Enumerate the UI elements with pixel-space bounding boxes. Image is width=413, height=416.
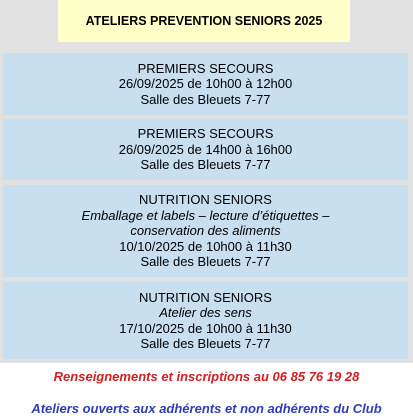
contact-info: Renseignements et inscriptions au 06 85 76 19 28 [53,369,360,384]
workshop-place: Salle des Bleuets 7-77 [140,254,271,270]
workshop-card-3 [3,185,408,277]
workshop-name: PREMIERS SECOURS [137,126,274,142]
workshop-date: 26/09/2025 de 10h00 à 12h00 [118,76,293,92]
workshop-date: 10/10/2025 de 10h00 à 11h30 [119,238,292,254]
workshop-card-2 [3,119,408,180]
audience-note: Ateliers ouverts aux adhérents et non adhérents du Club [31,401,382,416]
workshop-place: Salle des Bleuets 7-77 [140,157,271,173]
workshop-subtitle: Atelier des sens [159,305,252,320]
workshop-date: 17/10/2025 de 10h00 à 11h30 [119,320,292,336]
workshop-place: Salle des Bleuets 7-77 [140,336,271,351]
workshop-name: PREMIERS SECOURS [137,60,274,76]
workshop-place: Salle des Bleuets 7-77 [140,91,271,107]
workshop-card-1 [3,53,408,115]
workshop-subtitle-cont: conservation des aliments [130,223,281,239]
workshop-date: 26/09/2025 de 14h00 à 16h00 [118,141,293,157]
workshop-card-4 [3,282,408,359]
workshop-name: NUTRITION SENIORS [139,192,272,208]
page-title: ATELIERS PREVENTION SENIORS 2025 [58,0,350,42]
workshop-subtitle: Emballage et labels – lecture d’étiquettes – [81,207,330,223]
workshop-name: NUTRITION SENIORS [139,289,272,305]
